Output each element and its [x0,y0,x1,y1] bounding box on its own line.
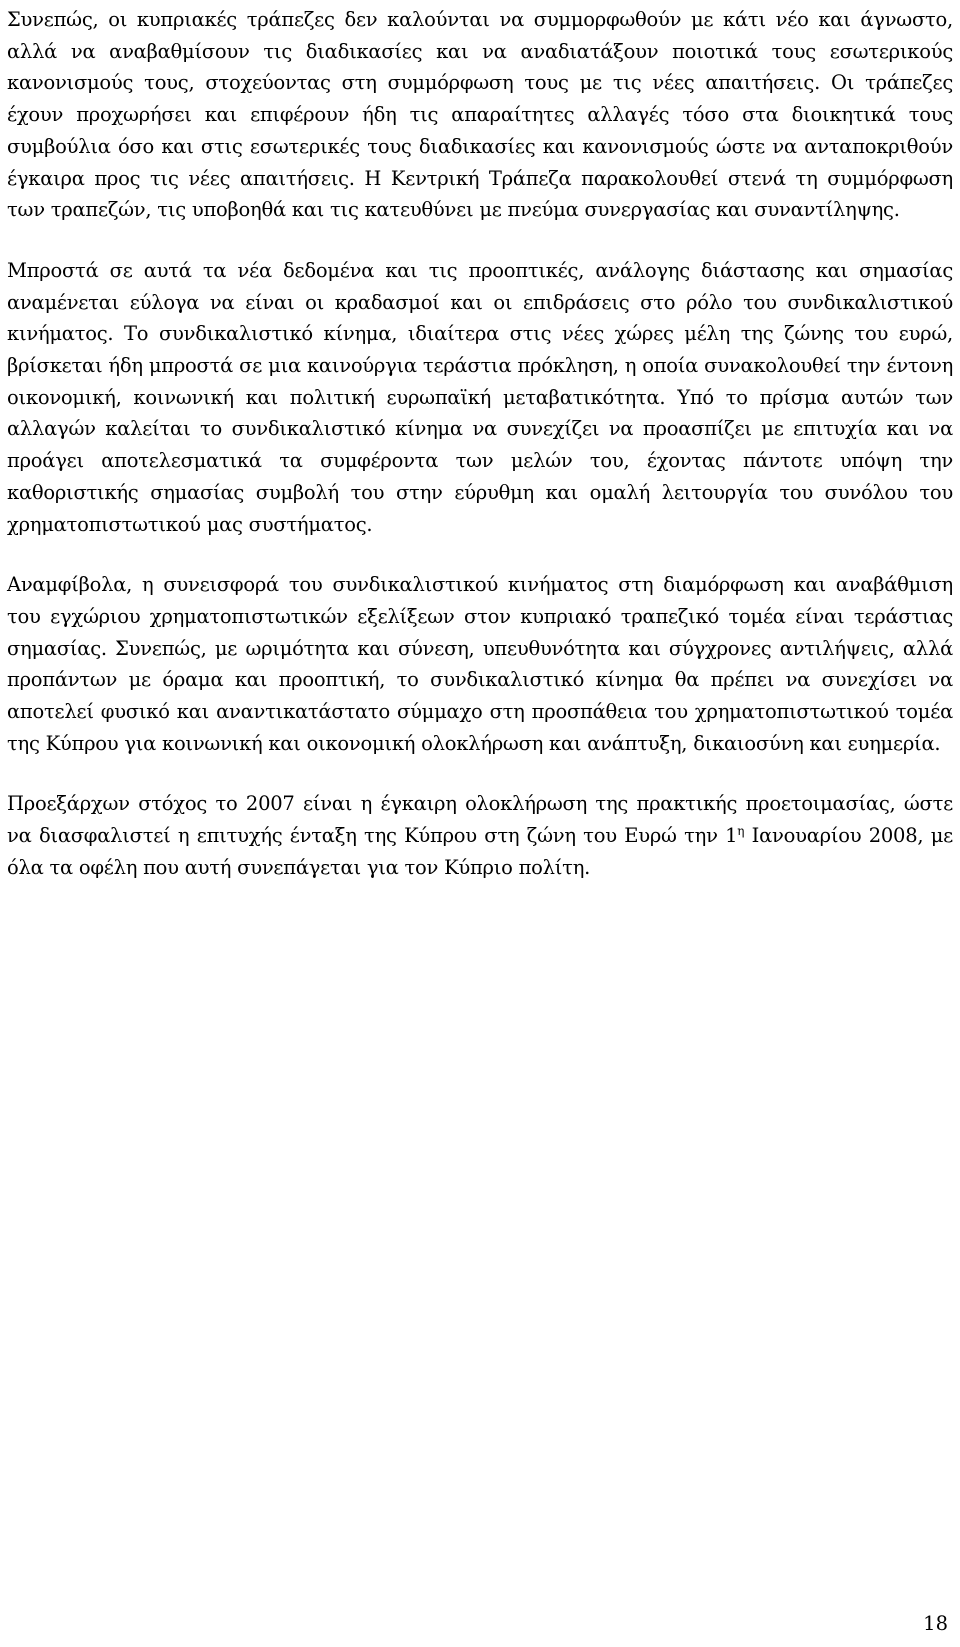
paragraph-trade-union-challenge: Μπροστά σε αυτά τα νέα δεδομένα και τις προοπτικές, ανάλογης διάστασης και σημασίας αναμένεται εύλογα να είναι οι κραδασμοί και οι επιδράσεις στο ρόλο του συνδικαλιστικού κινήματος. Το συνδικαλιστικό κίνημα, ιδιαίτερα στις νέες χώρες μέλη της ζώνης του ευρώ, βρίσκεται ήδη μπροστά σε μια καινούργια τεράστια πρόκληση, η οποία συνακολουθεί την έντονη οικονομική, κοινωνική και πολιτική ευρωπαϊκή μεταβατικότητα. Υπό το πρίσμα αυτών των αλλαγών καλείται το συνδικαλιστικό κίνημα να συνεχίζει να προασπίζει με επιτυχία και να προάγει αποτελεσματικά τα συμφέροντα των μελών του, έχοντας πάντοτε υπόψη την καθοριστικής σημασίας συμβολή του στην εύρυθμη και ομαλή λειτουργία του συνόλου του χρηματοπιστωτικού μας συστήματος. [7,258,953,536]
euro-goal-text-start: Προεξάρχων στόχος το 2007 είναι η έγκαιρη ολοκλήρωση της πρακτικής προετοιμασίας, ώστε να διασφαλιστεί η επιτυχής ένταξη της Κύπρου στη ζώνη του Ευρώ την 1 [7,792,953,848]
page-number: 18 [923,1612,948,1635]
ordinal-superscript: η [737,824,745,839]
paragraph-euro-adoption-goal [7,788,953,883]
paragraph-trade-union-contribution: Αναμφίβολα, η συνεισφορά του συνδικαλιστικού κινήματος στη διαμόρφωση και αναβάθμιση του εγχώριου χρηματοπιστωτικών εξελίξεων στον κυπριακό τραπεζικό τομέα είναι τεράστιας σημασίας. Συνεπώς, με ωριμότητα και σύνεση, υπευθυνότητα και σύγχρονες αντιλήψεις, αλλά προπάντων με όραμα και προοπτική, το συνδικαλιστικό κίνημα θα πρέπει να συνεχίσει να αποτελεί φυσικό και αναντικατάστατο σύμμαχο στη προσπάθεια του χρηματοπιστωτικού τομέα της Κύπρου για κοινωνική και οικονομική ολοκλήρωση και ανάπτυξη, δικαιοσύνη και ευημερία. [7,573,953,755]
document-page [7,0,953,884]
euro-goal-text-end: Ιανουαρίου 2008, με όλα τα οφέλη που αυτή συνεπάγεται για τον Κύπριο πολίτη. [7,824,953,879]
paragraph-bank-compliance: Συνεπώς, οι κυπριακές τράπεζες δεν καλούνται να συμμορφωθούν με κάτι νέο και άγνωστο, αλλά να αναβαθμίσουν τις διαδικασίες και να αναδιατάξουν ποιοτικά τους εσωτερικούς κανονισμούς τους, στοχεύοντας στη συμμόρφωση τους με τις νέες απαιτήσεις. Οι τράπεζες έχουν προχωρήσει και επιφέρουν ήδη τις απαραίτητες αλλαγές τόσο στα διοικητικά τους συμβούλια όσο και στις εσωτερικές τους διαδικασίες και κανονισμούς ώστε να ανταποκριθούν έγκαιρα προς τις νέες απαιτήσεις. Η Κεντρική Τράπεζα παρακολουθεί στενά τη συμμόρφωση των τραπεζών, τις υποβοηθά και τις κατευθύνει με πνεύμα συνεργασίας και συναντίληψης. [7,8,953,222]
paragraph-spacer [7,226,953,255]
paragraph-spacer [7,540,953,569]
paragraph-spacer [7,759,953,788]
